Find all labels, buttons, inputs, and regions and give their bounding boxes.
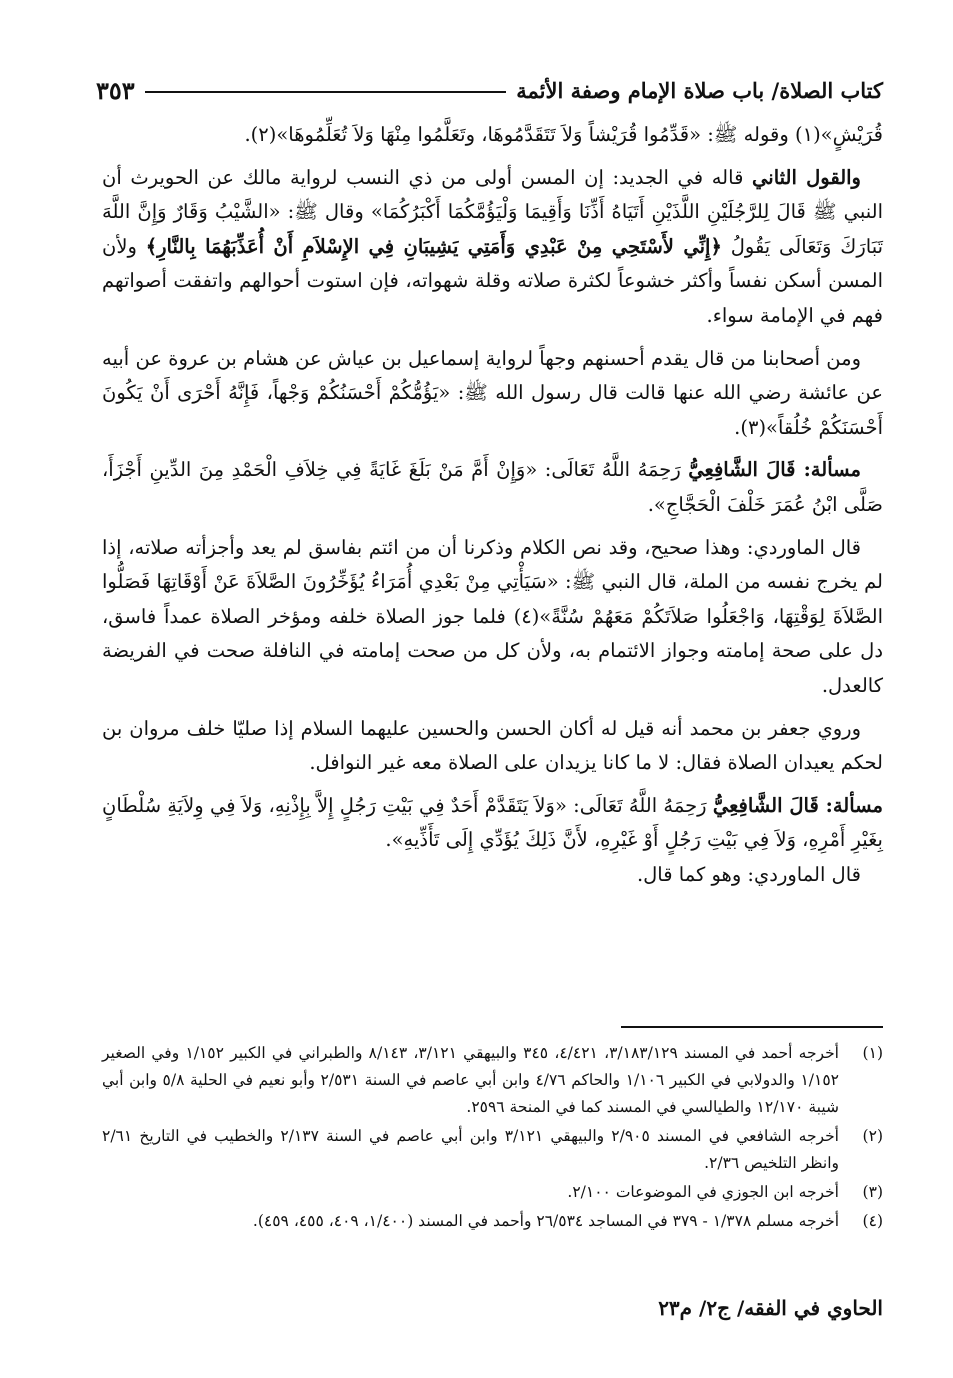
footnote-text: أخرجه مسلم ١/٣٧٨ - ٣٧٩ في المساجد ٢٦/٥٣٤ وأحمد في المسند (١/٤٠٠، ٤٠٩، ٤٥٥، ٤٥٩). xyxy=(252,1212,839,1230)
paragraph-2-lead: والقول الثاني xyxy=(752,165,861,189)
paragraph-6-text: وروي جعفر بن محمد أنه قيل له أكان الحسن والحسين عليهما السلام إذا صليّا خلف مروان بن لحكم يعيدان الصلاة فقال: لا ما كانا يزيدان على الصلاة معه غير النوافل. xyxy=(102,716,883,775)
footnote-text: أخرجه ابن الجوزي في الموضوعات ٢/١٠٠. xyxy=(567,1183,839,1201)
paragraph-3 xyxy=(102,342,883,446)
paragraph-1 xyxy=(102,118,883,153)
footnote-number: (٤) xyxy=(862,1212,883,1230)
paragraph-2-end: ولأن المسن أسكن نفساً وأكثر خشوعاً لكثرة صلاته وقلة شهواته، فإن استوت أحوالهم واتفقت أصواتهم فهم في الإمامة سواء. xyxy=(102,234,883,327)
footnotes xyxy=(102,1040,883,1237)
quran-verse: ﴿إِنِّي لأَسْتَحِي مِنْ عَبْدِي وَأَمَتِي يَشِيبَانِ فِي الإِسْلاَمِ أَنْ أُعَذِّبَهُمَا بِالنَّارِ﴾ xyxy=(145,234,722,258)
main-text xyxy=(102,118,883,892)
paragraph-7 xyxy=(102,789,883,858)
footnote-1 xyxy=(102,1040,883,1121)
paragraph-8 xyxy=(102,858,883,893)
book-signature: الحاوي في الفقه/ ج٢/ م٢٣ xyxy=(658,1296,883,1320)
page-header xyxy=(96,70,883,110)
paragraph-2-text: قاله في الجديد: إن المسن أولى من ذي النسب لرواية مالك عن الحويرث أن النبي ﷺ قَالَ لِلرَّجُلَيْنِ اللَّذَيْنِ أَتَيَاهُ أَذِّنَا وَأَقِيمَا وَلْيَؤُمَّكُمَا أَكْبَرُكُمَا» وقال ﷺ: «الشَّيْبُ وَقَارٌ وَإِنَّ اللَّهَ تَبَارَكَ وَتَعَالَى يَقُولُ xyxy=(102,165,884,258)
paragraph-3-text: ومن أصحابنا من قال يقدم أحسنهم وجهاً لرواية إسماعيل بن عياش عن هشام بن عروة عن أبيه عن عائشة رضي الله عنها قالت قال رسول الله ﷺ: «يَؤُمُّكُمْ أَحْسَنُكُمْ وَجْهاً، فَإِنَّهُ أَحْرَى أَنْ يَكُونَ أَحْسَنَكُمْ خُلُقاً»(٣). xyxy=(102,346,883,439)
footnote-2 xyxy=(102,1123,883,1177)
footnote-number: (٢) xyxy=(862,1127,883,1145)
paragraph-4 xyxy=(102,453,883,522)
footnote-number: (٣) xyxy=(862,1183,883,1201)
footnote-text: أخرجه أحمد في المسند ٣/١٨٣/١٢٩، ٤/٤٢١، ٣٤٥ والبيهقي ٣/١٢١، ٨/١٤٣ والطبراني في الكبير ١/١٥٢ وفي الصغير ١/١٥٢ والدولابي في الكبير ١/١٠٦ والحاكم ٤/٧٦ وابن أبي عاصم في السنة ٢/٥٣١ وأبو نعيم في الحلية ٥/٨ وابن أبي شيبة ١٢/١٧٠ والطيالسي في المسند كما في المنحة ٢٥٩٦. xyxy=(102,1044,839,1116)
paragraph-4-text: رَحِمَهُ اللَّهُ تَعَالَى: «وَإِنْ أَمَّ مَنْ بَلَغَ غَايَةً فِي خِلاَفِ الْحَمْدِ مِنَ الدِّينِ أَجْزَأَ، صَلَّى ابْنُ عُمَرَ خَلْفَ الْحَجَّاجِ». xyxy=(102,458,883,516)
paragraph-6 xyxy=(102,712,883,781)
paragraph-1-text: قُرَيْشٍ»(١) وقوله ﷺ: «قَدِّمُوا قُرَيْشاً وَلاَ تَتَقَدَّمُوهَا، وتَعَلَّمُوا مِنْهَا وَلاَ تُعَلِّمُوهَا»(٢). xyxy=(244,123,883,146)
footnote-3 xyxy=(102,1179,883,1206)
footnote-4 xyxy=(102,1208,883,1235)
paragraph-5 xyxy=(102,531,883,704)
footnote-text: أخرجه الشافعي في المسند ٢/٩٠٥ والبيهقي ٣/١٢١ وابن أبي عاصم في السنة ٢/١٣٧ والخطيب في التاريخ ٢/٦١ وانظر التلخيص ٢/٣٦. xyxy=(102,1127,839,1172)
page-number: ٣٥٣ xyxy=(96,75,135,105)
paragraph-7-text: رَحِمَهُ اللَّهُ تَعَالَى: «وَلاَ يَتَقَدَّمْ أَحَدٌ فِي بَيْتِ رَجُلٍ إِلاَّ بِإِذْنِهِ، وَلاَ فِي وِلاَيَةِ سُلْطَانٍ بِغَيْرِ أَمْرِهِ، وَلاَ فِي بَيْتِ رَجُلٍ أَوْ غَيْرِهِ، لأَنَّ ذَلِكَ يُؤَدِّي إِلَى تَأَذِّيهِ». xyxy=(102,793,883,852)
footnote-separator xyxy=(621,1026,883,1028)
running-head: كتاب الصلاة/ باب صلاة الإمام وصفة الأئمة xyxy=(516,77,883,103)
paragraph-5-text: قال الماوردي: وهذا صحيح، وقد نص الكلام وذكرنا أن من ائتم بفاسق لم يعد وأجزأته صلاته، إذا لم يخرج نفسه من الملة، قال النبي ﷺ: «سَيَأْتِي مِنْ بَعْدِي أُمَرَاءُ يُؤَخِّرُونَ الصَّلاَةَ عَنْ أَوْقَاتِهَا فَصَلُّوا الصَّلاَةَ لِوَقْتِهَا، وَاجْعَلُوا صَلاَتَكُمْ مَعَهُمْ سُنَّةً»(٤) فلما جوز الصلاة خلفه ومؤخر الصلاة عمداً فاسق، دل على صحة إمامته وجواز الائتمام به، ولأن كل من صحت إمامته في النافلة صحت في الفريضة كالعدل. xyxy=(102,535,883,697)
paragraph-4-lead: مسألة: قَالَ الشَّافِعِيُّ xyxy=(688,458,861,482)
paragraph-2 xyxy=(102,161,883,334)
paragraph-8-text: قال الماوردي: وهو كما قال. xyxy=(636,862,861,886)
paragraph-7-lead: مسألة: قَالَ الشَّافِعِيُّ xyxy=(712,793,883,817)
header-rule xyxy=(145,91,507,93)
footnote-number: (١) xyxy=(862,1044,883,1062)
